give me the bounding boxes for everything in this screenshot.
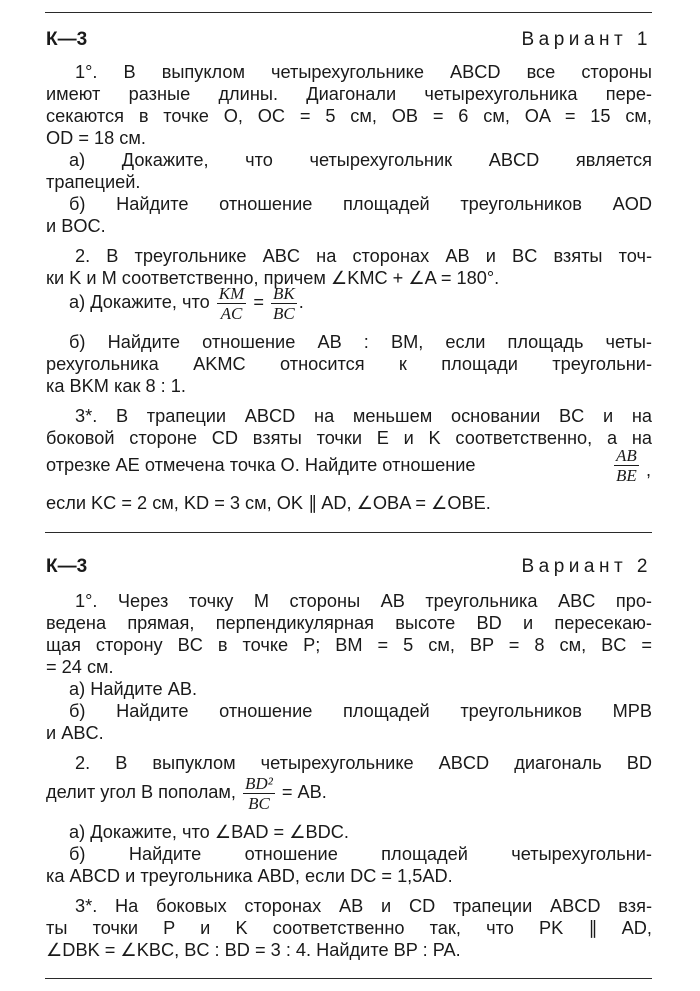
bottom-rule <box>45 978 652 979</box>
problem-1-line: = 24 см. <box>46 657 114 677</box>
problem-3-line: 3*. На боковых сторонах AB и CD трапеции ABCD взя- <box>75 896 652 916</box>
fraction-bd2-bc: $\frac{\text{BD²}}{BC}$ <box>245 773 273 813</box>
fraction-ab-be: $\frac{AB}{BE}$ <box>616 446 637 485</box>
part-a-text: а) Докажите, что <box>69 292 210 312</box>
fraction-km-ac: $\frac{KM}{AC}$ <box>218 283 245 323</box>
problem-1-part-b: и BOC. <box>46 216 106 236</box>
problem-2-part-b: б) Найдите отношение площадей четырехугольни- <box>69 844 652 864</box>
problem-1-line: секаются в точке O, OC = 5 см, OB = 6 см, OA = 15 см, <box>46 106 652 126</box>
problem-1-part-b: б) Найдите отношение площадей треугольников MPB <box>69 701 652 721</box>
equals-sign: = <box>253 292 264 312</box>
problem-2-part-a: а) Докажите, что $\frac{KM}{AC}$ = $\frac{BK}{BC}$ . <box>69 283 304 323</box>
problem-1-line: щая сторону BC в точке P; BM = 5 см, BP = 8 см, BC = <box>46 635 652 655</box>
problem-2-line: 2. В выпуклом четырехугольнике ABCD диагональ BD <box>75 753 652 773</box>
problem-1-line: ведена прямая, перпендикулярная высоте BD и пересекаю- <box>46 613 652 633</box>
problem-2-line: 2. В треугольнике ABC на сторонах AB и BC взяты точ- <box>75 246 652 266</box>
problem-1-part-b: и ABC. <box>46 723 104 743</box>
fraction-bk-bc: $\frac{BK}{BC}$ <box>273 283 295 323</box>
problem-2-line: делит угол B пополам, $\frac{\text{BD²}}{BC}$ = AB. <box>46 773 327 813</box>
problem-3-line: если KC = 2 см, KD = 3 см, OK ∥ AD, ∠OBA = ∠OBE. <box>46 493 491 513</box>
problem-2-part-b: ка BKM как 8 : 1. <box>46 376 186 396</box>
problem-1-part-a: а) Найдите AB. <box>69 679 198 699</box>
problem-3-line: ∠DBK = ∠KBC, BC : BD = 3 : 4. Найдите BP : PA. <box>46 940 461 960</box>
variant-label: Вариант 2 <box>521 556 652 577</box>
problem-1-part-b: б) Найдите отношение площадей треугольников AOD <box>69 194 652 214</box>
problem-1-line: OD = 18 см. <box>46 128 146 148</box>
problem-3-line: 3*. В трапеции ABCD на меньшем основании BC и на <box>75 406 652 426</box>
problem-3-line: отрезке AE отмечена точка O. Найдите отношение <box>46 455 476 475</box>
problem-3-line: ты точки P и K соответственно так, что PK ∥ AD, <box>46 918 652 938</box>
problem-2-part-a: а) Докажите, что ∠BAD = ∠BDC. <box>69 822 349 842</box>
problem-1-part-a: а) Докажите, что четырехугольник ABCD является <box>69 150 652 170</box>
problem-1-line: имеют разные длины. Диагонали четырехугольника пере- <box>46 84 652 104</box>
top-rule <box>45 12 652 13</box>
test-code: К—3 <box>46 556 88 577</box>
problem-2-part-b: ка ABCD и треугольника ABD, если DC = 1,5AD. <box>46 866 453 886</box>
problem-1-line: 1°. Через точку M стороны AB треугольника ABC про- <box>75 591 652 611</box>
problem-2-line: ки K и M соответственно, причем ∠KMC + ∠A = 180°. <box>46 268 500 288</box>
test-code: К—3 <box>46 29 88 50</box>
variant-label: Вариант 1 <box>521 29 652 50</box>
problem-1-line: 1°. В выпуклом четырехугольнике ABCD все стороны <box>75 62 652 82</box>
problem-2-part-b: рехугольника AKMC относится к площади треугольни- <box>46 354 652 374</box>
problem-3-line: боковой стороне CD взяты точки E и K соответственно, а на <box>46 428 652 448</box>
problem-2-part-b: б) Найдите отношение AB : BM, если площадь четы- <box>69 332 652 352</box>
separator-rule <box>45 532 652 533</box>
problem-1-part-a: трапецией. <box>46 172 141 192</box>
